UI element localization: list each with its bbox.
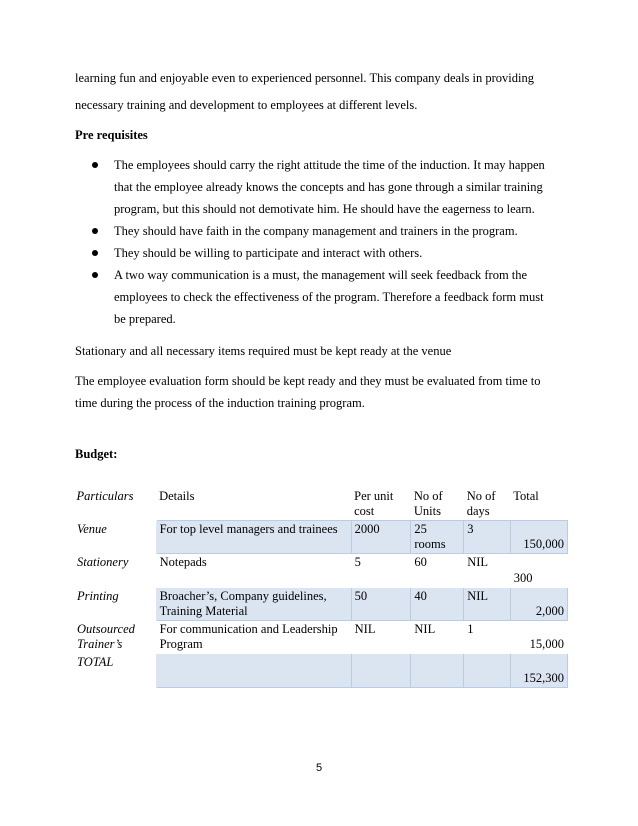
bullet-icon xyxy=(92,272,98,278)
table-row xyxy=(74,554,568,588)
table-cell: 50 xyxy=(351,588,411,621)
table-row xyxy=(74,654,568,688)
table-cell: 25 rooms xyxy=(411,521,464,554)
table-cell: 60 xyxy=(414,555,427,569)
table-cell: Venue xyxy=(77,522,107,536)
table-cell: 2000 xyxy=(351,521,411,554)
budget-heading: Budget: xyxy=(75,447,118,461)
table-row xyxy=(74,521,568,554)
page-number: 5 xyxy=(315,762,323,774)
table-cell: NIL xyxy=(414,622,436,636)
intro-line-2: necessary training and development to employees at different levels. xyxy=(75,98,418,112)
intro-line-1: learning fun and enjoyable even to experienced personnel. This company deals in providing xyxy=(75,71,535,85)
table-cell: TOTAL xyxy=(77,655,114,669)
prereq-heading: Pre requisites xyxy=(75,128,148,142)
header-cell: No of days xyxy=(466,489,496,518)
table-cell: 3 xyxy=(464,521,511,554)
header-cell: Particulars xyxy=(76,489,134,503)
prereq-list xyxy=(75,154,555,330)
table-cell: 152,300 xyxy=(510,654,567,688)
bullet-icon xyxy=(92,228,98,234)
table-cell: Printing xyxy=(77,589,119,603)
table-cell: Stationery xyxy=(77,555,129,569)
table-cell: 1 xyxy=(467,622,474,636)
table-cell: Broacher’s, Company guidelines, Training Material xyxy=(156,588,351,621)
list-item: They should be willing to participate and interact with others. xyxy=(75,242,555,264)
table-row xyxy=(74,588,568,621)
list-item: A two way communication is a must, the management will seek feedback from the employees to check the effectiveness of the program. Therefore a feedback form must be prepared. xyxy=(75,264,555,330)
table-header-row xyxy=(74,488,568,521)
table-cell: Notepads xyxy=(159,555,207,569)
list-item: They should have faith in the company management and trainers in the program. xyxy=(75,220,555,242)
table-cell: NIL xyxy=(464,588,511,621)
bullet-icon xyxy=(92,162,98,168)
table-cell xyxy=(464,654,511,688)
table-cell: 300 xyxy=(513,571,533,585)
header-cell: Per unit cost xyxy=(354,489,394,518)
bullet-icon xyxy=(92,250,98,256)
table-cell: For top level managers and trainees xyxy=(156,521,351,554)
table-cell: NIL xyxy=(467,555,489,569)
table-cell: For communication and Leadership Program xyxy=(159,622,338,651)
header-cell: No of Units xyxy=(413,489,443,518)
table-row xyxy=(74,621,568,654)
table-cell: 15,000 xyxy=(529,637,564,651)
evaluation-paragraph: The employee evaluation form should be kept ready and they must be evaluated from time to time during the process of the induction training program. xyxy=(75,374,541,410)
table-cell xyxy=(411,654,464,688)
table-cell: 150,000 xyxy=(510,521,567,554)
table-cell xyxy=(351,654,411,688)
list-item: The employees should carry the right attitude the time of the induction. It may happen that the employee already knows the concepts and has gone through a similar training program, but this should not demotivate him. He should have the eagerness to learn. xyxy=(75,154,555,220)
header-cell: Total xyxy=(513,489,539,503)
table-cell: 5 xyxy=(354,555,361,569)
table-cell: Outsourced Trainer’s xyxy=(77,622,135,651)
header-cell: Details xyxy=(159,489,195,503)
table-cell: 40 xyxy=(411,588,464,621)
budget-table xyxy=(73,488,568,688)
stationary-line: Stationary and all necessary items required must be kept ready at the venue xyxy=(75,344,452,358)
table-cell xyxy=(156,654,351,688)
table-cell: 2,000 xyxy=(510,588,567,621)
table-cell: NIL xyxy=(354,622,376,636)
